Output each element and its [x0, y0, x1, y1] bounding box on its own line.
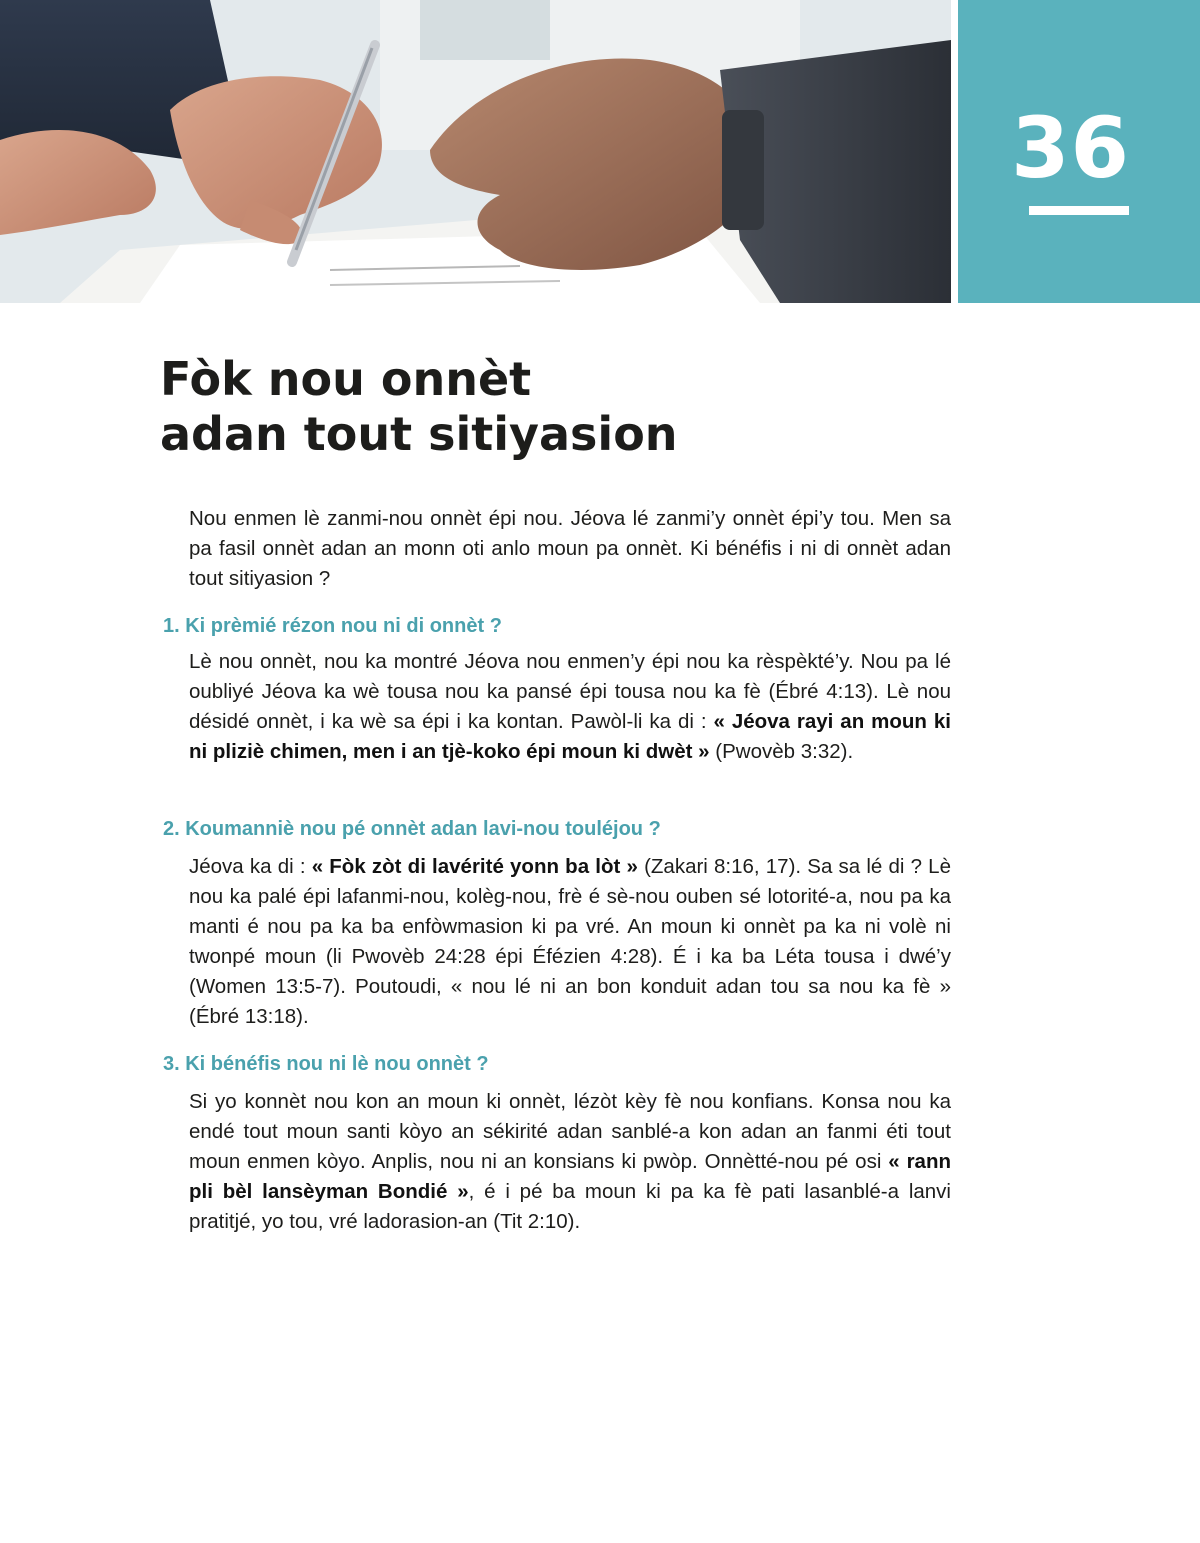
section-2-paragraph — [189, 852, 951, 1032]
section-3-paragraph — [189, 1087, 951, 1237]
title-line-2: adan tout sitiyasion — [160, 407, 678, 461]
section-1-text-b: (Pwovèb 3:32). — [709, 740, 854, 763]
section-3-heading: 3. Ki bénéfis nou ni lè nou onnèt ? — [163, 1053, 489, 1075]
section-3-body — [189, 1087, 951, 1237]
handshake-contract-photo-icon — [0, 0, 951, 303]
section-3-quote: « rann pli bèl lansèyman Bondié » — [189, 1150, 951, 1203]
lesson-number-underline — [1029, 206, 1129, 215]
section-2-quote: « Fòk zòt di lavérité yonn ba lòt » — [311, 855, 638, 878]
section-2-body — [189, 852, 951, 1032]
section-1-heading: 1. Ki prèmié rézon nou ni di onnèt ? — [163, 615, 502, 637]
section-3-text-a: Si yo konnèt nou kon an moun ki onnèt, lézòt kèy fè nou konfians. Konsa nou ka endé tout moun santi kòyo an sékirité adan sanblé-a kon adan an fanmi éti tout moun enmen kòyo. Anplis, nou ni an konsians ki pwòp. Onnètté-nou pé osi — [189, 1090, 951, 1173]
section-1-quote: « Jéova rayi an moun ki ni pliziè chimen, men i an tjè-koko épi moun ki dwèt » — [189, 710, 951, 763]
section-1-body — [189, 647, 951, 767]
intro-block — [189, 504, 951, 594]
intro-paragraph: Nou enmen lè zanmi-nou onnèt épi nou. Jéova lé zanmi’y onnèt épi’y tou. Men sa pa fasil onnèt adan an monn oti anlo moun pa onnèt. Ki bénéfis i ni di onnèt adan tout sitiyasion ? — [189, 507, 951, 590]
section-2-text-a: Jéova ka di : — [189, 855, 312, 878]
section-1-text-a: Lè nou onnèt, nou ka montré Jéova nou enmen’y épi nou ka rèspèkté’y. Nou pa lé oubliyé Jéova ka wè tousa nou ka pansé épi tousa nou ka fè (Ébré 4:13). Lè nou désidé onnèt, i ka wè sa épi i ka kontan. Pawòl-li ka di : — [189, 650, 951, 733]
header-photo — [0, 0, 951, 303]
section-2-text-b: (Zakari 8:16, 17). Sa sa lé di ? Lè nou ka palé épi lafanmi-nou, kolèg-nou, frè é sè-nou ouben sé lotorité-a, nou pa ka manti é nou pa ka ba enfòwmasion ki pa vré. An moun ki onnèt pa ka ni volè ni twonpé moun (li Pwovèb 24:28 épi Éfézien 4:28). É i ka ba Léta tousa i dwé’y (Women 13:5-7). Poutoudi, « nou lé ni an bon konduit adan tou sa nou ka fè » (Ébré 13:18). — [189, 855, 951, 1028]
lesson-number: 36 — [1011, 99, 1130, 197]
title-line-1: Fòk nou onnèt — [160, 352, 532, 406]
section-2-heading: 2. Koumanniè nou pé onnèt adan lavi-nou touléjou ? — [163, 818, 661, 840]
section-1-paragraph — [189, 647, 951, 767]
section-3-text-b: , é i pé ba moun ki pa ka fè pati lasanblé-a lanvi pratitjé, yo tou, vré ladorasion-an (Tit 2:10). — [189, 1180, 951, 1233]
page-title — [160, 352, 860, 462]
